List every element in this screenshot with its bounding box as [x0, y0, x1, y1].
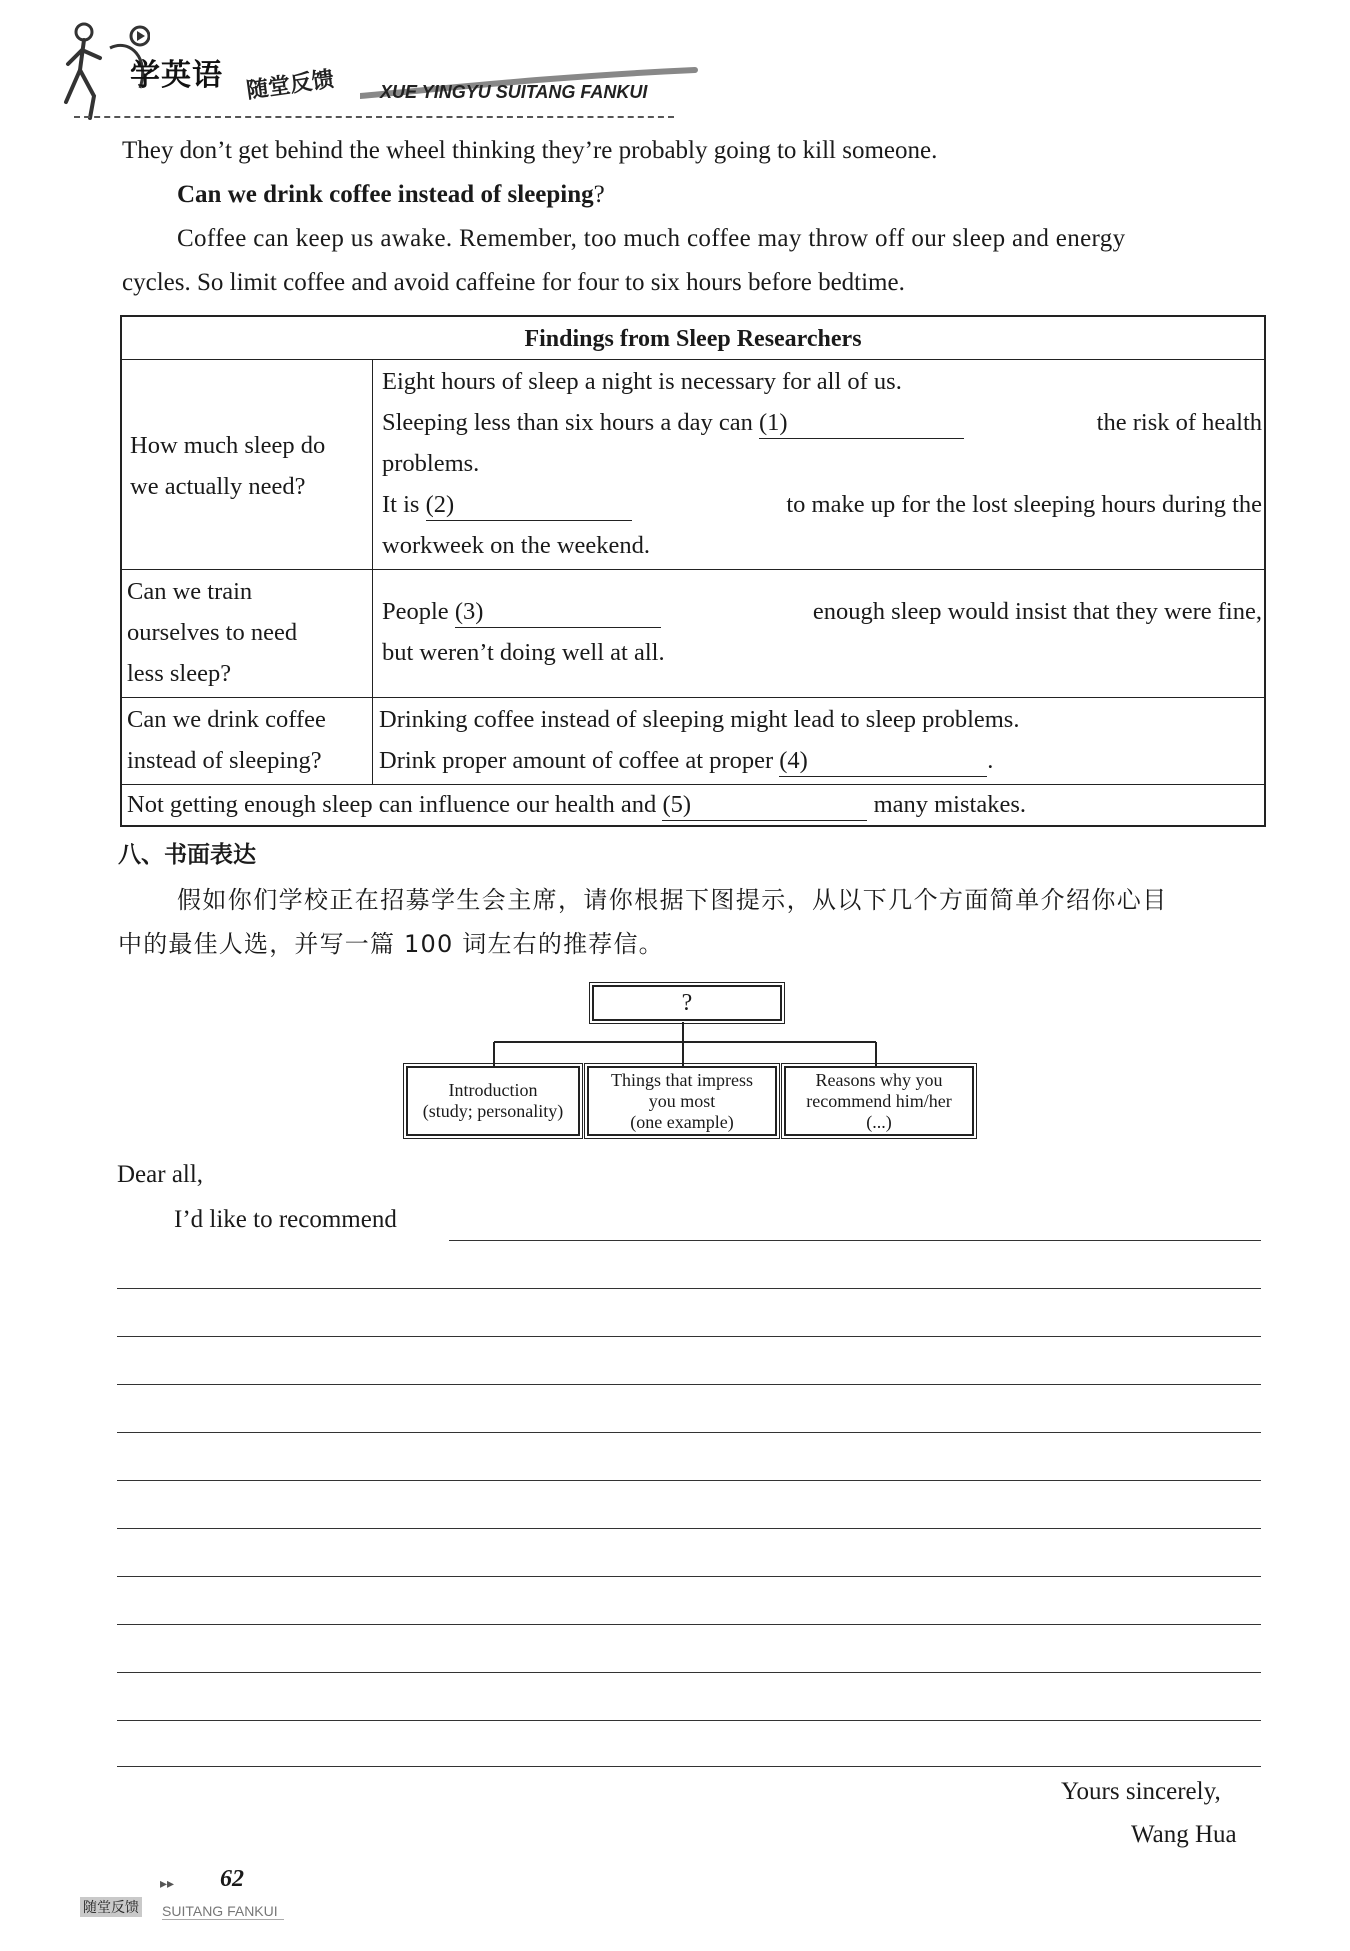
passage-heading — [177, 173, 605, 217]
writing-line[interactable] — [117, 1720, 1261, 1721]
letter-greeting: Dear all, — [117, 1161, 204, 1188]
page-number: 62 — [220, 1866, 244, 1892]
section-heading: 八、书面表达 — [118, 842, 256, 868]
passage-paragraph-line: cycles. So limit coffee and avoid caffeine for four to six hours before bedtime. — [122, 269, 905, 296]
table-title: Findings from Sleep Researchers — [524, 326, 862, 352]
blank-4[interactable] — [779, 746, 987, 777]
table-question: we actually need? — [130, 473, 306, 500]
table-answer: workweek on the weekend. — [382, 532, 651, 559]
writing-line[interactable] — [117, 1766, 1261, 1767]
blank-number: (1) — [758, 409, 788, 436]
diagram-text: (one example) — [630, 1111, 734, 1132]
footer-pinyin: SUITANG FANKUI — [162, 1903, 284, 1920]
diagram-box-reasons — [784, 1066, 974, 1136]
blank-number: (2) — [425, 491, 455, 518]
blank-number: (5) — [662, 791, 692, 818]
blank-5[interactable] — [662, 790, 867, 821]
header-pinyin: XUE YINGYU SUITANG FANKUI — [380, 82, 648, 102]
page-header — [60, 18, 680, 128]
answer-text: It is — [382, 491, 420, 518]
writing-line[interactable] — [117, 1672, 1261, 1673]
header-divider — [74, 116, 674, 118]
section-prompt: 中的最佳人选，并写一篇 100 词左右的推荐信。 — [118, 930, 664, 958]
writing-line[interactable] — [117, 1528, 1261, 1529]
table-answer — [382, 484, 1262, 525]
writing-line[interactable] — [117, 1336, 1261, 1337]
answer-text: Not getting enough sleep can influence our health and — [127, 791, 657, 818]
blank-3[interactable] — [455, 597, 661, 628]
table-question: How much sleep do — [130, 432, 326, 459]
answer-text: enough sleep would insist that they were fine, — [812, 598, 1262, 625]
writing-line[interactable] — [117, 1432, 1261, 1433]
blank-number: (4) — [779, 747, 808, 774]
writing-line[interactable] — [117, 1576, 1261, 1577]
answer-text: Sleeping less than six hours a day can — [382, 409, 753, 436]
table-answer: Eight hours of sleep a night is necessary for all of us. — [382, 368, 902, 395]
table-answer: Drinking coffee instead of sleeping might lead to sleep problems. — [379, 706, 1020, 733]
diagram-text: Introduction — [448, 1080, 538, 1100]
answer-text: . — [987, 747, 994, 774]
table-answer — [379, 740, 993, 781]
writing-line[interactable] — [117, 1384, 1261, 1385]
answer-text: many mistakes. — [873, 791, 1026, 818]
answer-text: People — [382, 598, 449, 625]
passage-heading-text: Can we drink coffee instead of sleeping — [177, 181, 594, 208]
table-question: ourselves to need — [127, 619, 298, 646]
footer-label: 随堂反馈 — [80, 1897, 142, 1917]
diagram-topic: ? — [681, 989, 693, 1016]
footer-arrow-icon: ▸▸ — [160, 1877, 175, 1892]
diagram-text: (study; personality) — [422, 1101, 564, 1121]
table-question: Can we train — [127, 578, 253, 605]
answer-text: to make up for the lost sleeping hours during the — [786, 491, 1262, 518]
writing-line[interactable] — [117, 1288, 1261, 1289]
table-question: less sleep? — [127, 660, 232, 687]
blank-1[interactable] — [759, 408, 964, 439]
answer-text: Drink proper amount of coffee at proper — [379, 747, 774, 774]
letter-opening: I’d like to recommend — [174, 1206, 397, 1233]
table-question: instead of sleeping? — [127, 747, 322, 774]
header-title: 学英语 — [130, 58, 223, 93]
writing-line[interactable] — [449, 1240, 1261, 1241]
letter-closing: Yours sincerely, — [1061, 1778, 1221, 1805]
diagram-box-introduction — [406, 1066, 580, 1136]
section-prompt: 假如你们学校正在招募学生会主席，请你根据下图提示，从以下几个方面简单介绍你心目 — [177, 886, 1168, 914]
blank-2[interactable] — [426, 490, 632, 521]
diagram-text: (...) — [866, 1111, 892, 1132]
header-subtitle: 随堂反馈 — [244, 66, 336, 104]
table-summary — [127, 784, 1026, 825]
table-question: Can we drink coffee — [127, 706, 326, 733]
diagram-topic-box — [592, 985, 782, 1021]
diagram-text: recommend him/her — [806, 1090, 952, 1111]
diagram-text: you most — [648, 1090, 716, 1111]
passage-paragraph-line: Coffee can keep us awake. Remember, too much coffee may throw off our sleep and energy — [177, 225, 1126, 252]
answer-text: the risk of health — [1096, 409, 1262, 436]
passage-heading-mark: ? — [593, 181, 605, 208]
diagram-connectors — [490, 1020, 880, 1068]
writing-line[interactable] — [117, 1480, 1261, 1481]
table-answer — [382, 591, 1262, 632]
writing-line[interactable] — [117, 1624, 1261, 1625]
findings-table — [120, 315, 1266, 827]
table-answer: but weren’t doing well at all. — [382, 639, 665, 666]
blank-number: (3) — [454, 598, 484, 625]
table-answer: problems. — [382, 450, 480, 477]
diagram-text: Reasons why you — [815, 1069, 943, 1090]
diagram-text: Things that impress — [611, 1069, 753, 1090]
passage-line: They don’t get behind the wheel thinking they’re probably going to kill someone. — [122, 137, 938, 164]
diagram-box-impressions — [587, 1066, 777, 1136]
letter-signature: Wang Hua — [1131, 1821, 1237, 1848]
table-answer — [382, 402, 1262, 443]
